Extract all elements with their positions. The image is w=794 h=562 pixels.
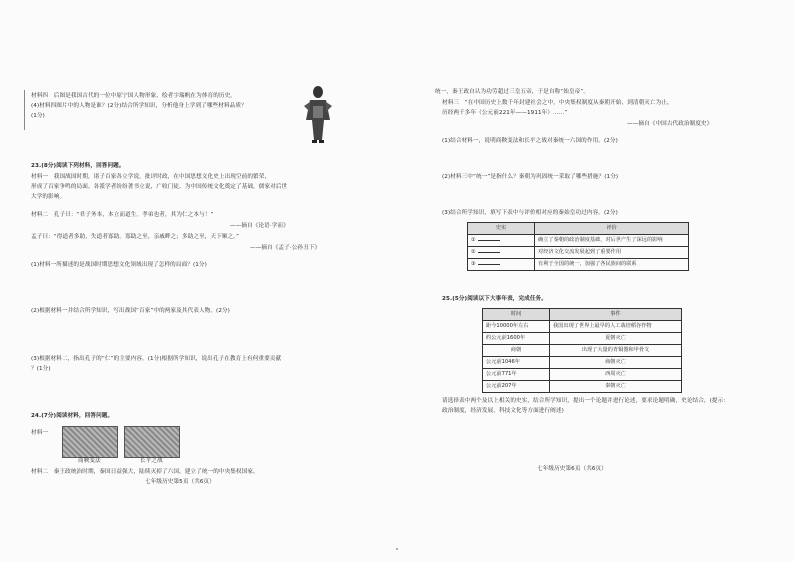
- merit-evaluation-table: [467, 222, 689, 271]
- table-row: [468, 259, 689, 271]
- fig2-caption: 长平之战: [140, 458, 163, 464]
- changping-battle-image: [124, 426, 180, 458]
- table-row: [483, 345, 682, 357]
- right-page-footer: 七年级历史第6页（共6页）: [537, 466, 607, 472]
- table1-row1-num: ①: [471, 237, 476, 243]
- q23-title: 23.(8分)阅读下列材料，回答问题。: [31, 163, 125, 169]
- table1-row3-eval: 有利于全国的统一，加强了各民族间的联系: [535, 259, 689, 271]
- table1-row1-eval: 确立了秦朝的政治制度基础，对后世产生了深远的影响: [535, 235, 689, 247]
- q23-material1-line2: 形成了百家争鸣的局面。各派学者纷纷著书立说，广收门徒，为中国传统文化奠定了基础，儒家对后世: [31, 184, 288, 190]
- q23-material2-line1: 材料二 孔子曰：“君子务本，本立而道生。孝弟也者，其为仁之本与！”: [31, 212, 214, 218]
- table2-event: 西周灭亡: [550, 369, 682, 381]
- answer-blank[interactable]: [478, 235, 500, 241]
- table2-time: 公元前1046年: [483, 357, 550, 369]
- table1-header-fact: 史实: [468, 223, 535, 235]
- fig1-caption: 商鞅变法: [78, 458, 101, 464]
- q23-material2-source2: ——摘自《孟子·公孙丑下》: [250, 245, 321, 251]
- q23-question2: (2)根据材料一并结合所学知识，写出战国“百家”中的两家及其代表人物。(2分): [31, 308, 230, 314]
- table-row: [483, 381, 682, 393]
- q23-question3: (3)根据材料二，指出孔子的“仁”的主要内容。(1分)根据所学知识，说出孔子在教育上有何重要贡献: [31, 356, 282, 362]
- table2-event: 我国出现了世界上最早的人工栽培稻谷作物: [550, 321, 682, 333]
- table-row: [468, 235, 689, 247]
- continuation-line: 统一，秦王政自认为功劳超过三皇五帝，于是自称“始皇帝”。: [435, 89, 590, 95]
- answer-blank[interactable]: [478, 247, 500, 253]
- table2-event: 夏朝灭亡: [550, 333, 682, 345]
- q24-material1-label: 材料一: [31, 430, 49, 436]
- q25-task-line1: 请选择表中两个及以上相关的史实，结合所学知识，提出一个论题并进行论述，要求论题明确，史论结合，(提示：: [442, 398, 729, 404]
- q23-material2-line2: 孟子曰：“得道者多助，失道者寡助。寡助之至，亲戚畔之；多助之至，天下顺之。”: [31, 234, 240, 240]
- table-row: [483, 321, 682, 333]
- left-page-footer: 七年级历史第5页（共6页）: [145, 479, 215, 485]
- table2-header-event: 事件: [550, 309, 682, 321]
- table-row: [483, 369, 682, 381]
- q24-title: 24.(7分)阅读材料，回答问题。: [31, 413, 114, 419]
- exam-page-right: [397, 0, 794, 562]
- q24-question2: (2)材料三中“统一”是指什么？秦朝为巩固统一采取了哪些措施？(1分): [442, 174, 619, 180]
- q23-material1-line1: 材料一 我国战国时期，诸子百家各立学说，批评时政，在中国思想文化史上出现空前的繁荣，: [31, 174, 271, 180]
- table2-time: 商朝: [483, 345, 550, 357]
- q23-material2-source1: ——摘自《论语·学而》: [230, 223, 289, 229]
- q23-question1: (1)材料一所描述的是战国时期思想文化领域出现了怎样的局面？(1分): [31, 262, 207, 268]
- material4-question: (4)材料四图片中的人物是谁？(2分)结合所学知识，分析他身上学到了哪些材料品质？: [31, 103, 247, 109]
- scan-speck: [396, 548, 398, 550]
- table2-time: 公元前771年: [483, 369, 550, 381]
- answer-blank[interactable]: [478, 259, 500, 265]
- material3-source: ——摘自《中国古代政治制度史》: [627, 121, 713, 127]
- shang-yang-reform-image: [62, 426, 118, 458]
- table-row: [483, 357, 682, 369]
- table2-time: 公元前207年: [483, 381, 550, 393]
- q24-question3: (3)结合所学知识，填写下表中与评价相对应的秦始皇功过内容。(2分): [442, 210, 618, 216]
- table2-event: 出现了大量的青铜器和甲骨文: [550, 345, 682, 357]
- table2-time: 约公元前1600年: [483, 333, 550, 345]
- material4-text: 材料四 后图是我国古代的一位中原宁国人物形象，绘者字瑞帆在为体育的历史。: [31, 93, 236, 99]
- table1-header-evaluation: 评价: [535, 223, 689, 235]
- table1-row2-eval: 对经济文化交流发展起到了重要作用: [535, 247, 689, 259]
- table-row: [483, 333, 682, 345]
- q25-task-line2: 政治制度，经济发展，科技文化等方面进行阐述): [442, 408, 564, 414]
- chronology-table: [482, 308, 682, 393]
- material4-score: (1分): [31, 113, 45, 119]
- table2-header-time: 时间: [483, 309, 550, 321]
- table2-event: 商朝灭亡: [550, 357, 682, 369]
- table1-row3-num: ③: [471, 261, 476, 267]
- material3-line1: 材料三 “在中国历史上数千年封建社会之中，中央集权制度从秦朝开始，到清朝灭亡为止，: [442, 100, 673, 106]
- table-row: [468, 247, 689, 259]
- terracotta-warrior-figure: [300, 84, 336, 144]
- q25-title: 25.(5分)阅读以下大事年表，完成任务。: [442, 296, 547, 302]
- q24-question1: (1)结合材料一，说明商鞅变法和长平之战对秦统一六国的作用。(2分): [442, 138, 618, 144]
- table2-time: 距今10000年左右: [483, 321, 550, 333]
- table2-event: 秦朝灭亡: [550, 381, 682, 393]
- margin-line: [24, 90, 25, 130]
- q23-material1-line3: 大学的影响。: [31, 194, 66, 200]
- material3-line2: 历经两千多年（公元前221年——1911年）……”: [442, 110, 568, 116]
- q23-question3-score: ？(1分): [31, 366, 51, 372]
- table1-row2-num: ②: [471, 249, 476, 255]
- q24-material2: 材料二 秦王政统治时期，秦国日益强大，陆续灭掉了六国，建立了统一的中央集权国家。: [31, 469, 259, 475]
